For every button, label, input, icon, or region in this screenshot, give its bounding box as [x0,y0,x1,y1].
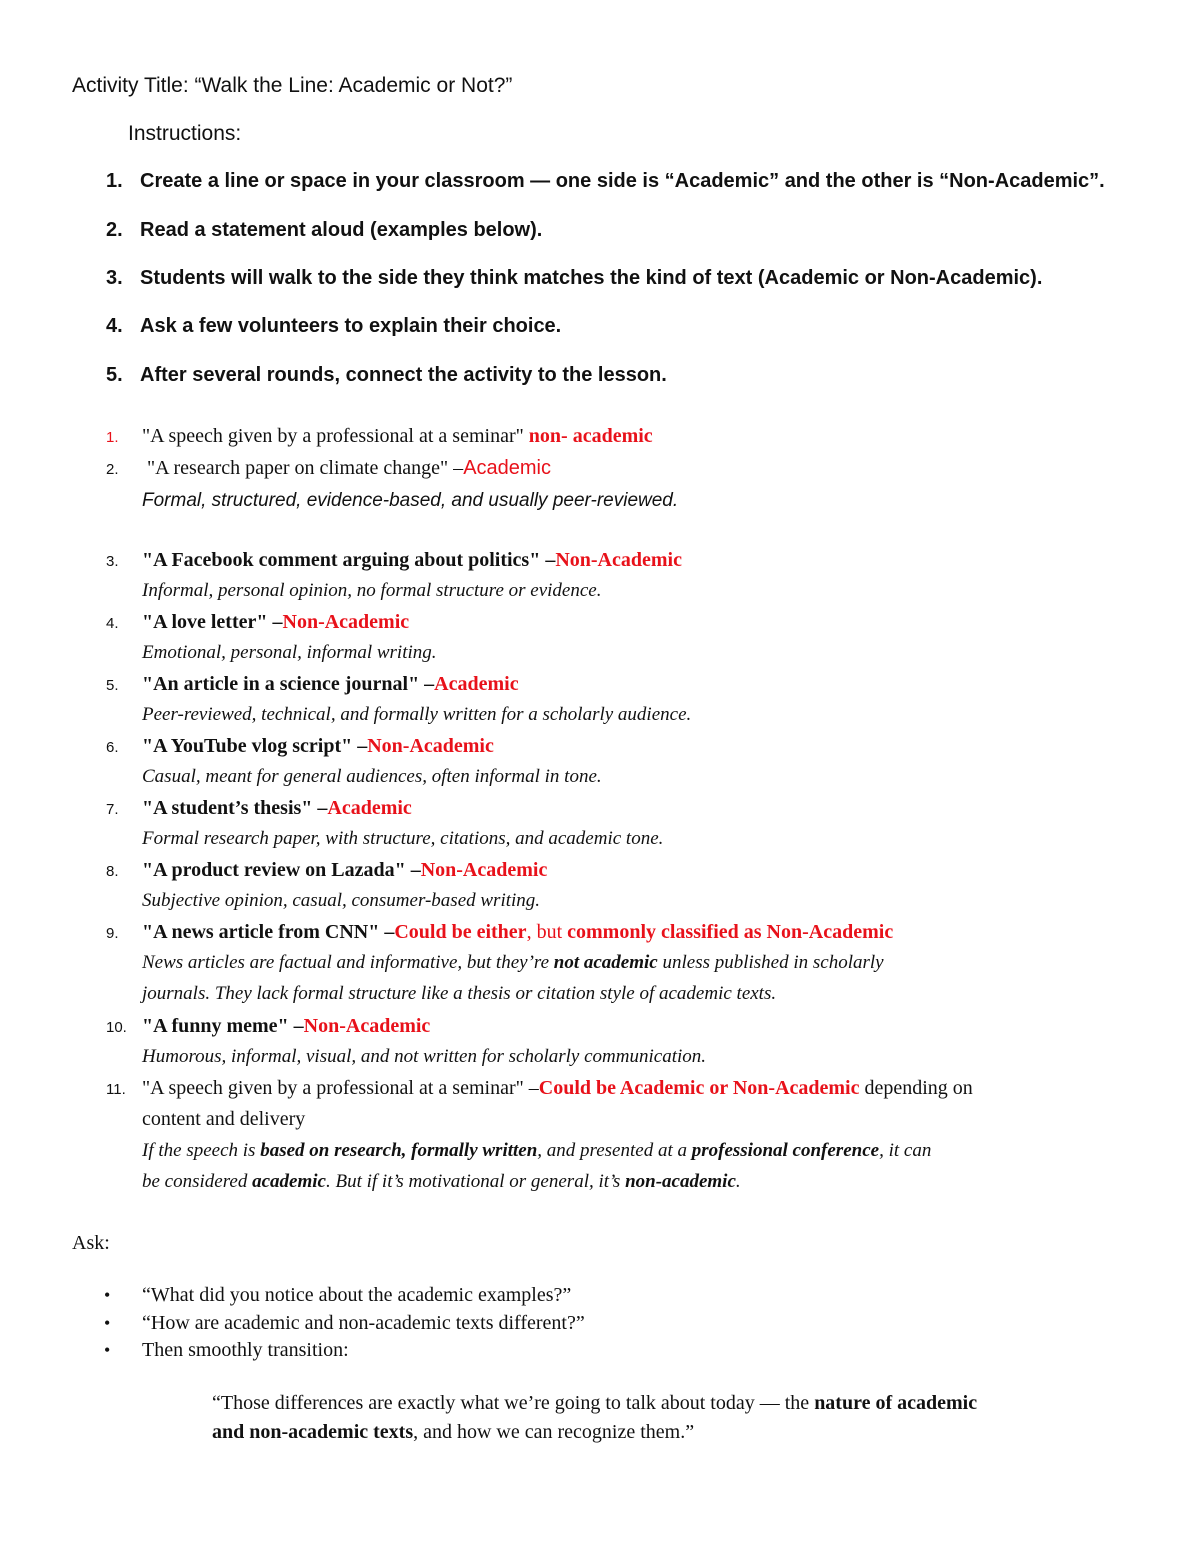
bullet-icon: • [104,1313,111,1333]
example-note: journals. They lack formal structure like a thesis or citation style of academic texts. [142,983,777,1004]
list-item [104,1339,349,1362]
quote-text: “Those differences are exactly what we’re going to talk about today — the [212,1392,815,1414]
instruction-text: Read a statement aloud (examples below). [140,219,543,241]
example-continuation: content and delivery [142,1108,306,1130]
example-statement: "A news article from CNN" – [142,921,395,943]
bullet-icon: • [104,1340,111,1360]
activity-title: Activity Title: “Walk the Line: Academic or Not?” [72,74,513,97]
example-statement: "A research paper on climate change" – [142,457,464,479]
example-label: Non-Academic [420,859,548,881]
example-number: 1. [106,429,119,446]
example-label: Academic [434,673,519,695]
example-label: Non-Academic [282,611,410,633]
example-label: Could be either [394,921,527,943]
example-item [106,611,409,634]
example-label: commonly classified as Non-Academic [567,921,894,943]
example-label: Non-Academic [367,735,494,757]
example-note [142,1140,931,1162]
quote-emphasis: and non-academic texts [212,1421,414,1443]
example-item [106,1077,973,1100]
example-statement: "A YouTube vlog script" – [142,735,368,757]
note-text: . [735,1171,741,1192]
transition-quote-line [212,1392,977,1415]
example-note: Peer-reviewed, technical, and formally written for a scholarly audience. [142,704,692,725]
note-text: , it can [879,1140,932,1161]
instruction-item [106,364,667,387]
instruction-text: Ask a few volunteers to explain their choice. [140,315,562,337]
example-label: Non-Academic [555,549,682,571]
example-item [106,425,653,448]
list-item [104,1312,585,1335]
example-number: 4. [106,615,119,632]
example-number: 11. [106,1081,126,1098]
example-note: Informal, personal opinion, no formal structure or evidence. [142,580,602,601]
bullet-text: Then smoothly transition: [142,1339,349,1361]
example-tail: depending on [859,1077,973,1099]
instruction-text: Students will walk to the side they think matches the kind of text (Academic or Non-Academic). [140,267,1043,289]
example-note: Formal research paper, with structure, citations, and academic tone. [142,828,664,849]
instruction-text: Create a line or space in your classroom — one side is “Academic” and the other is “Non-Academic”. [140,170,1105,192]
instruction-number: 4. [106,315,123,337]
bullet-text: “How are academic and non-academic texts different?” [142,1312,585,1334]
example-statement: "A student’s thesis" – [142,797,328,819]
instruction-item [106,267,1042,290]
note-emphasis: professional conference [691,1140,880,1161]
example-note [142,952,884,974]
example-item [106,457,551,480]
example-statement: "An article in a science journal" – [142,673,435,695]
example-number: 10. [106,1019,127,1036]
example-statement: "A love letter" – [142,611,283,633]
note-text: be considered [142,1171,253,1192]
note-emphasis: not academic [553,952,658,973]
instructions-heading: Instructions: [128,122,242,145]
example-item [106,673,519,696]
example-number: 8. [106,863,119,880]
example-item [106,735,494,758]
example-note: Humorous, informal, visual, and not written for scholarly communication. [142,1046,707,1067]
example-number: 2. [106,461,119,478]
example-item [106,859,547,882]
instruction-number: 3. [106,267,123,289]
instruction-number: 2. [106,219,123,241]
quote-emphasis: nature of academic [814,1392,978,1414]
note-text: If the speech is [142,1140,261,1161]
instruction-number: 5. [106,364,123,386]
example-label: Academic [327,797,412,819]
example-statement: "A Facebook comment arguing about politics" – [142,549,556,571]
instruction-item [106,170,1105,193]
transition-quote-line [212,1421,694,1444]
instruction-item [106,219,542,242]
note-emphasis: non-academic [625,1171,736,1192]
example-number: 6. [106,739,119,756]
instruction-number: 1. [106,170,123,192]
example-number: 7. [106,801,119,818]
example-note: Subjective opinion, casual, consumer-based writing. [142,890,541,911]
example-item [106,1015,430,1038]
example-label: Non-Academic [303,1015,431,1037]
example-note: Formal, structured, evidence-based, and usually peer-reviewed. [142,490,679,511]
note-text: . But if it’s motivational or general, it’s [325,1171,626,1192]
note-emphasis: based on research, formally written [260,1140,538,1161]
example-number: 9. [106,925,119,942]
list-item [104,1284,571,1307]
example-note [142,1171,741,1193]
example-statement: "A funny meme" – [142,1015,304,1037]
instruction-item [106,315,561,338]
note-text: News articles are factual and informative, but they’re [142,952,554,973]
example-label: Could be Academic or Non-Academic [538,1077,860,1099]
example-label: non- academic [528,425,653,447]
example-number: 5. [106,677,119,694]
example-item [106,921,893,944]
example-connector: , but [526,921,568,943]
bullet-icon: • [104,1285,111,1305]
note-text: , and presented at a [537,1140,692,1161]
example-statement: "A product review on Lazada" – [142,859,421,881]
ask-label: Ask: [72,1232,110,1254]
example-number: 3. [106,553,119,570]
example-item [106,549,682,572]
quote-text: , and how we can recognize them.” [413,1421,695,1443]
example-note: Emotional, personal, informal writing. [142,642,437,663]
example-label: Academic [463,457,551,479]
instruction-text: After several rounds, connect the activity to the lesson. [140,364,667,386]
note-emphasis: academic [252,1171,326,1192]
bullet-text: “What did you notice about the academic examples?” [142,1284,572,1306]
note-text: unless published in scholarly [657,952,884,973]
example-note: Casual, meant for general audiences, often informal in tone. [142,766,602,787]
example-statement: "A speech given by a professional at a seminar" – [142,1077,539,1099]
example-statement: "A speech given by a professional at a seminar" [142,425,529,447]
example-item [106,797,412,820]
